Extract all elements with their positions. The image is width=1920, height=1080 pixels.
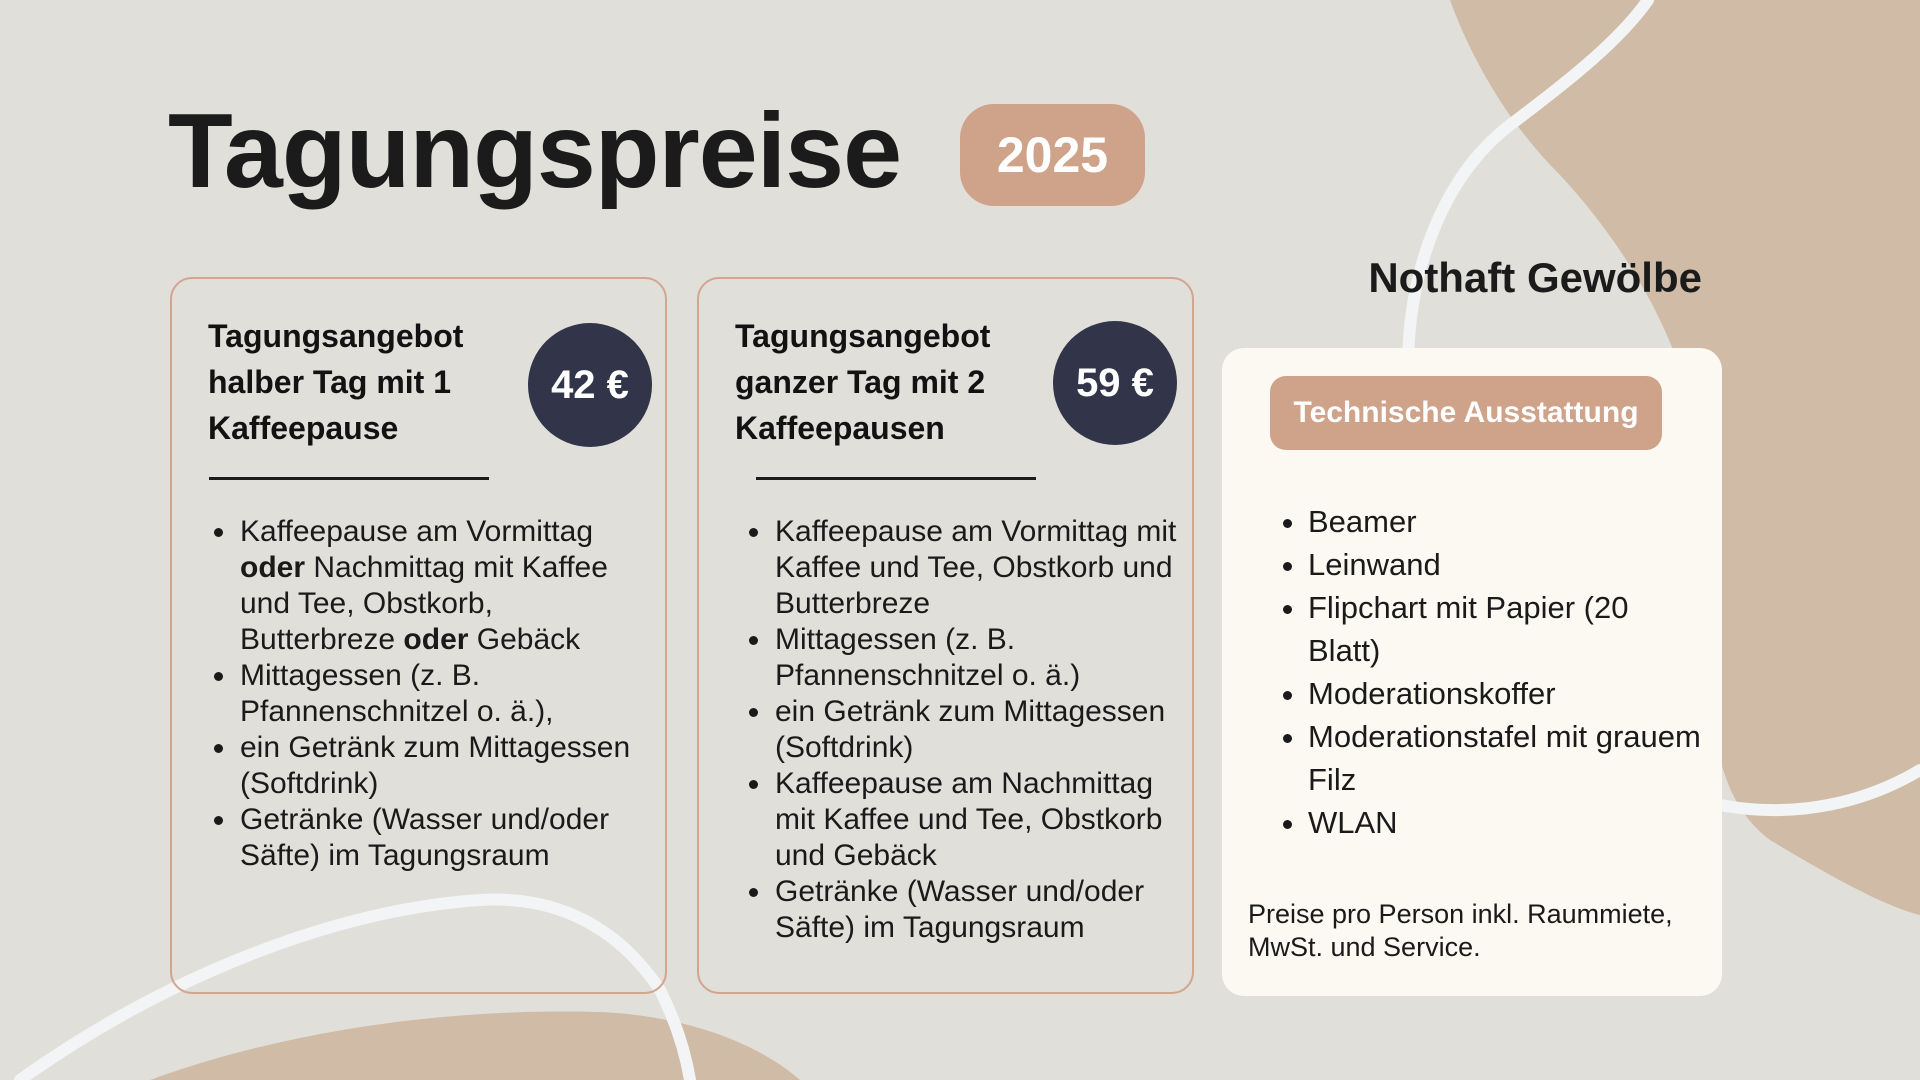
page-title: Tagungspreise <box>168 92 902 210</box>
equipment-item: • Beamer <box>1308 500 1708 543</box>
feature-item <box>238 730 638 802</box>
feature-item <box>238 658 638 730</box>
price-footnote: Preise pro Person inkl. Raummiete, MwSt. und Service. <box>1248 899 1673 962</box>
technical-equipment-card <box>1222 348 1722 996</box>
feature-list <box>743 514 1193 946</box>
feature-item <box>238 802 638 874</box>
feature-text: Mittagessen (z. B. Pfannenschnitzel o. ä.), <box>240 659 554 728</box>
feature-emphasis: oder <box>403 623 469 656</box>
feature-list <box>208 514 638 874</box>
tan-blob-bottom <box>150 1011 800 1080</box>
equipment-item: • Leinwand <box>1308 543 1708 586</box>
feature-text: ein Getränk zum Mittagessen (Softdrink) <box>775 695 1166 764</box>
feature-text: Mittagessen (z. B. Pfannenschnitzel o. ä.) <box>775 623 1081 692</box>
equipment-list <box>1278 500 1708 844</box>
equipment-item: • Flipchart mit Papier (20 Blatt) <box>1308 586 1708 672</box>
feature-text: Nachmittag mit Kaffee und Tee, Obstkorb, Butterbreze <box>240 551 608 656</box>
feature-text: Kaffeepause am Nachmittag mit Kaffee und Tee, Obstkorb und Gebäck <box>775 767 1163 872</box>
feature-item <box>773 622 1193 694</box>
technical-equipment-badge: Technische Ausstattung <box>1270 376 1662 450</box>
feature-item <box>238 514 638 658</box>
feature-text: Getränke (Wasser und/oder Säfte) im Tagungsraum <box>240 803 610 872</box>
offer-title: Tagungsangebot ganzer Tag mit 2 Kaffeepausen <box>735 318 991 446</box>
feature-text: Kaffeepause am Vormittag mit Kaffee und Tee, Obstkorb und Butterbreze <box>775 515 1177 620</box>
feature-text: ein Getränk zum Mittagessen (Softdrink) <box>240 731 631 800</box>
price-badge: 59 € <box>1053 321 1177 445</box>
feature-item <box>773 766 1193 874</box>
feature-text: Gebäck <box>468 623 581 656</box>
offer-card-half-day <box>170 277 667 994</box>
feature-item <box>773 694 1193 766</box>
venue-name: Nothaft Gewölbe <box>1368 254 1702 301</box>
feature-item <box>773 874 1193 946</box>
feature-emphasis: oder <box>240 551 306 584</box>
divider <box>756 477 1036 480</box>
equipment-item: • Moderationskoffer <box>1308 672 1708 715</box>
divider <box>209 477 489 480</box>
price-badge: 42 € <box>528 323 652 447</box>
feature-item <box>773 514 1193 622</box>
year-badge: 2025 <box>960 104 1145 206</box>
equipment-item: • Moderationstafel mit grauem Filz <box>1308 715 1708 801</box>
feature-text: Kaffeepause am Vormittag <box>240 515 593 548</box>
offer-title: Tagungsangebot halber Tag mit 1 Kaffeepause <box>208 318 464 446</box>
equipment-item: • WLAN <box>1308 801 1708 844</box>
feature-text: Getränke (Wasser und/oder Säfte) im Tagungsraum <box>775 875 1145 944</box>
offer-card-full-day <box>697 277 1194 994</box>
